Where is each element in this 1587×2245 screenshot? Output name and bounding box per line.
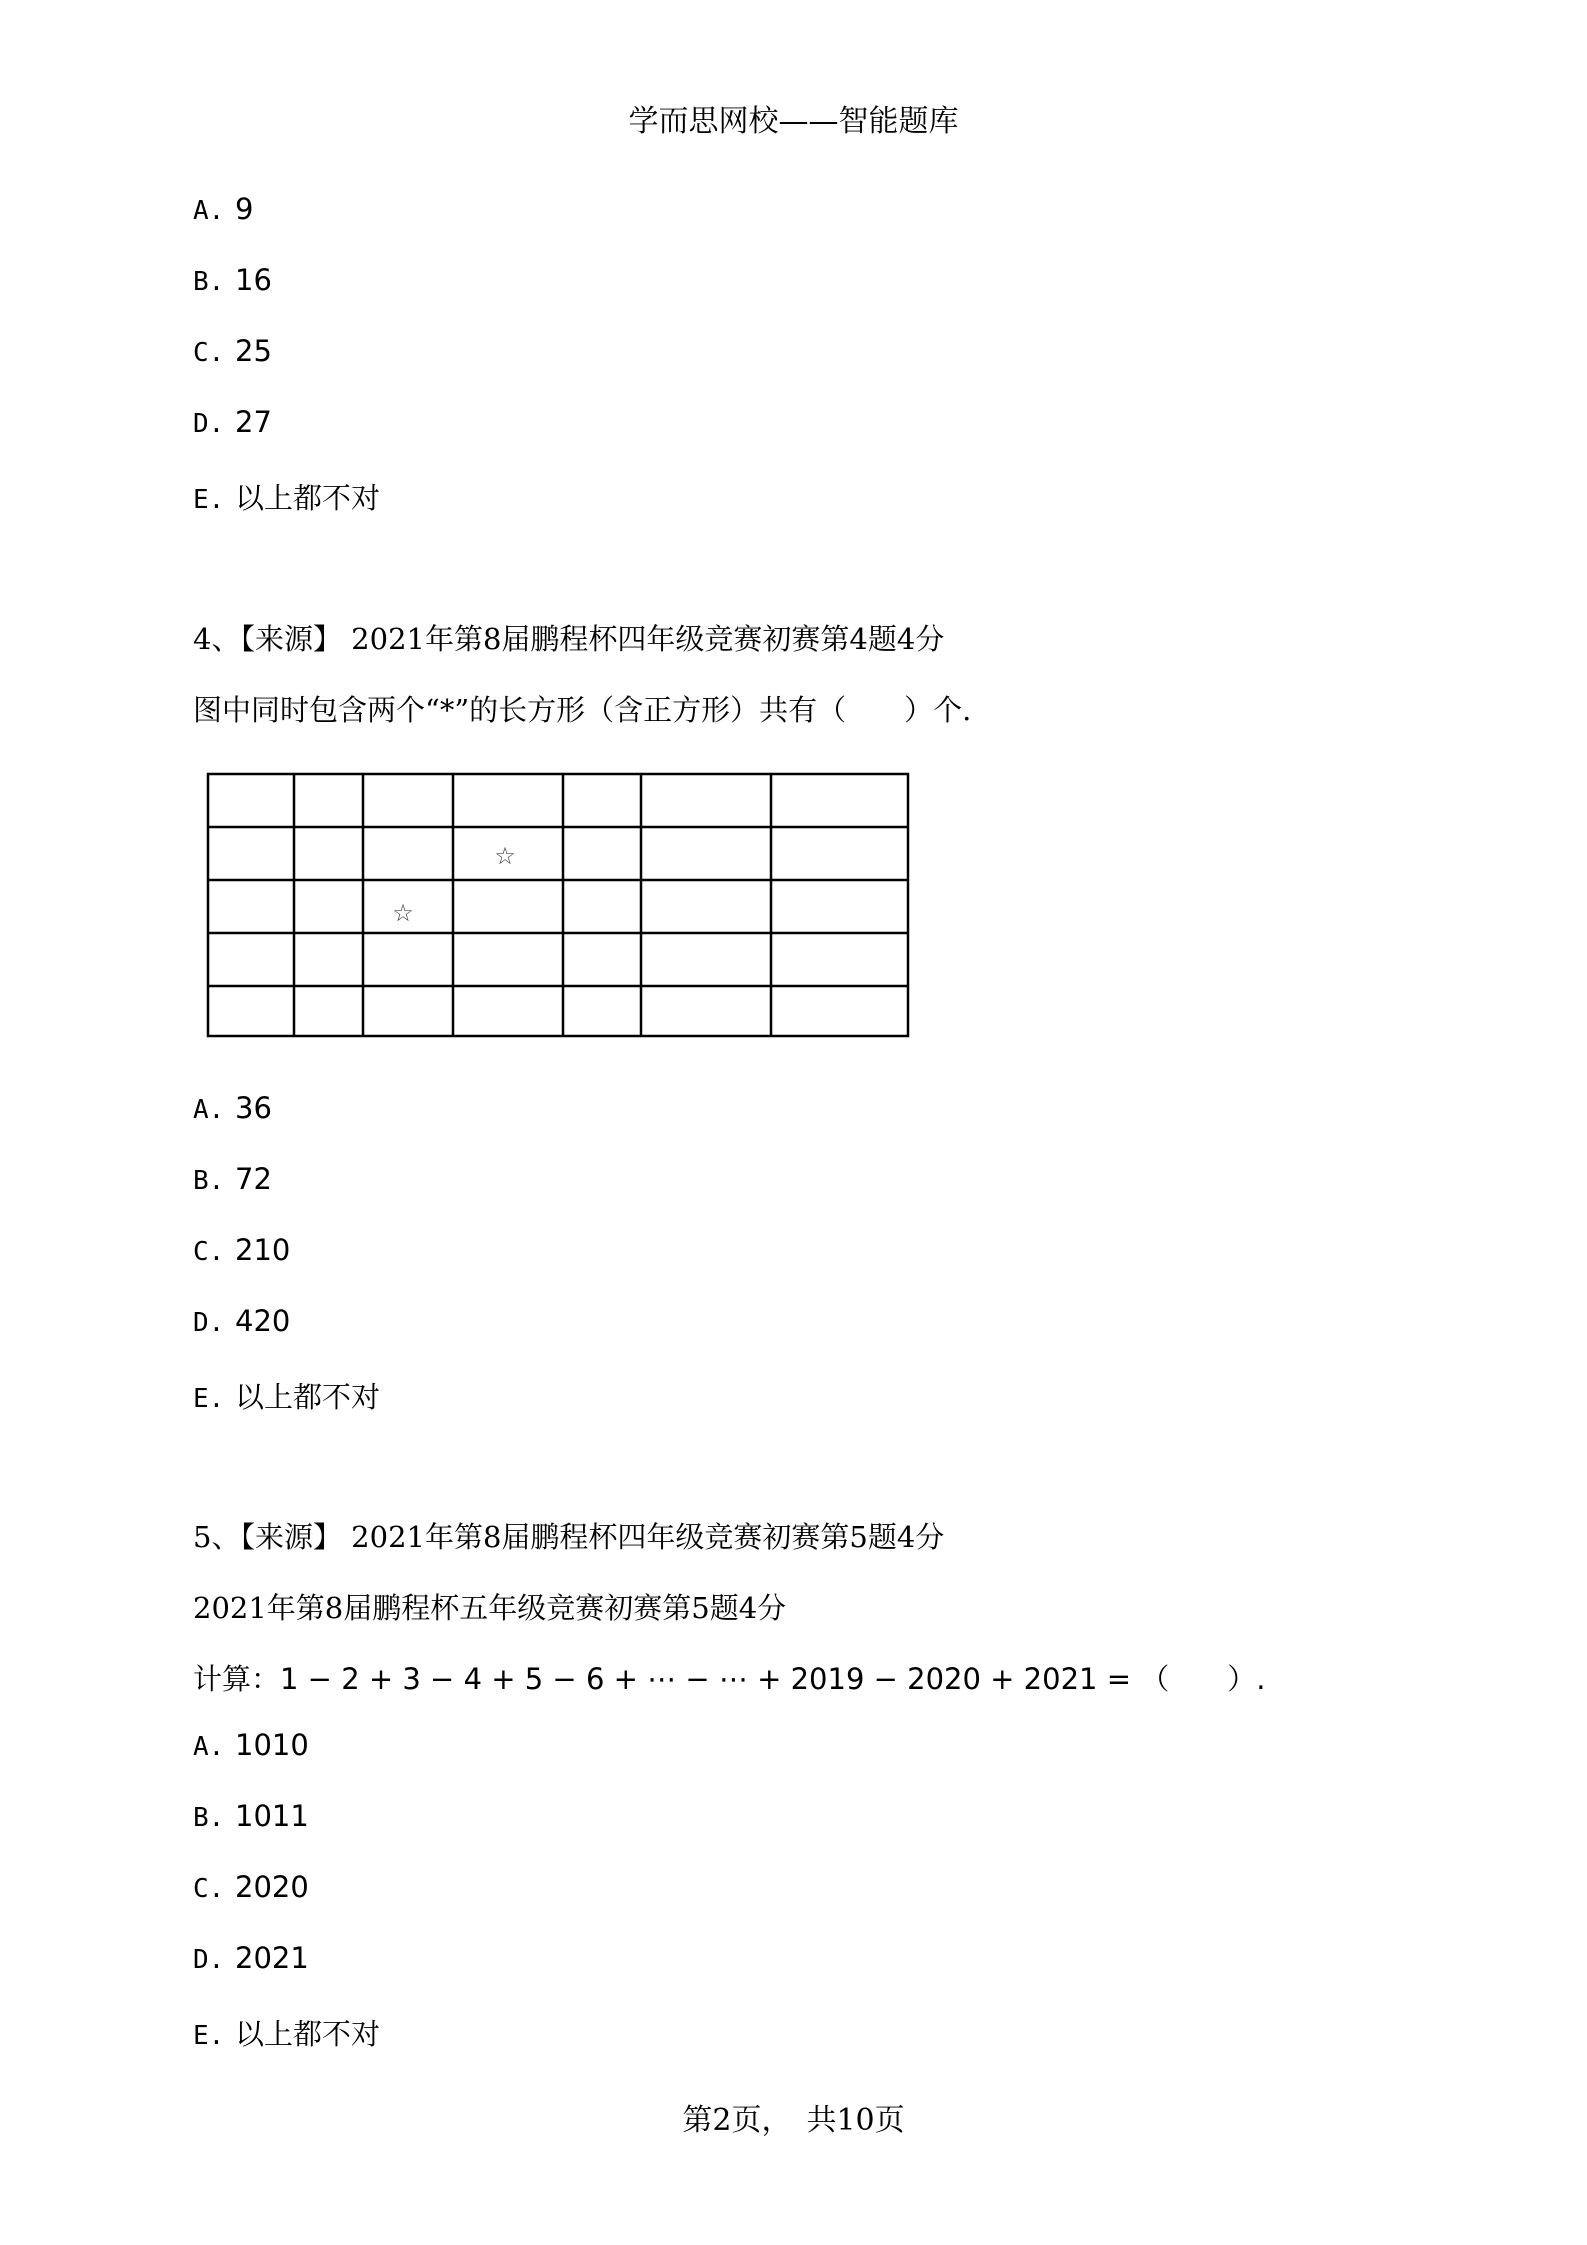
q4-option-a[interactable] — [193, 1091, 272, 1125]
q5-source: 5、【来源】 2021年第8届鹏程杯四年级竞赛初赛第5题4分 — [193, 1520, 945, 1554]
q3-option-c[interactable] — [193, 334, 272, 368]
page-footer: 第2页， 共10页 — [682, 2103, 905, 2138]
q3-option-b[interactable] — [193, 263, 272, 297]
option-value: 16 — [235, 263, 272, 297]
option-value: 1011 — [235, 1799, 309, 1833]
q4-grid-figure — [204, 770, 914, 1042]
q4-source: 4、【来源】 2021年第8届鹏程杯四年级竞赛初赛第4题4分 — [193, 622, 945, 656]
option-letter: D. — [193, 409, 225, 439]
option-value: 9 — [235, 192, 254, 226]
option-value: 以上都不对 — [235, 2017, 381, 2051]
grid-border — [208, 774, 908, 1036]
option-value: 2021 — [235, 1941, 309, 1975]
q5-source-secondary: 2021年第8届鹏程杯五年级竞赛初赛第5题4分 — [193, 1591, 787, 1625]
option-letter: E. — [193, 1384, 225, 1414]
q4-option-c[interactable] — [193, 1233, 290, 1267]
star-icon: ☆ — [494, 842, 516, 870]
option-letter: A. — [193, 1095, 225, 1125]
option-value: 72 — [235, 1162, 272, 1196]
q5-option-c[interactable] — [193, 1870, 309, 1904]
q5-option-b[interactable] — [193, 1799, 309, 1833]
option-letter: B. — [193, 1166, 225, 1196]
option-letter: E. — [193, 2021, 225, 2051]
q5-formula: 1 − 2 + 3 − 4 + 5 − 6 + ⋯ − ⋯ + 2019 − 2020 + 2021 = （ ）. — [280, 1662, 1266, 1696]
q3-option-e[interactable] — [193, 476, 380, 517]
option-value: 36 — [235, 1091, 272, 1125]
option-value: 420 — [235, 1304, 291, 1338]
option-value: 25 — [235, 334, 272, 368]
option-letter: C. — [193, 338, 225, 368]
q4-option-b[interactable] — [193, 1162, 272, 1196]
option-value: 2020 — [235, 1870, 309, 1904]
page-header: 学而思网校——智能题库 — [628, 104, 959, 139]
q3-option-a[interactable] — [193, 192, 253, 226]
q5-question — [193, 1657, 1265, 1698]
option-letter: A. — [193, 196, 225, 226]
option-letter: D. — [193, 1308, 225, 1338]
option-letter: B. — [193, 1803, 225, 1833]
q5-option-a[interactable] — [193, 1728, 309, 1762]
option-value: 以上都不对 — [235, 481, 381, 515]
option-value: 210 — [235, 1233, 291, 1267]
option-letter: D. — [193, 1945, 225, 1975]
option-letter: B. — [193, 267, 225, 297]
star-icon: ☆ — [392, 899, 414, 927]
option-value: 1010 — [235, 1728, 309, 1762]
q4-option-d[interactable] — [193, 1304, 290, 1338]
q5-option-e[interactable] — [193, 2012, 380, 2053]
q5-question-prefix: 计算： — [193, 1662, 281, 1696]
option-value: 27 — [235, 405, 272, 439]
q3-option-d[interactable] — [193, 405, 272, 439]
option-letter: A. — [193, 1732, 225, 1762]
option-value: 以上都不对 — [235, 1380, 381, 1414]
option-letter: C. — [193, 1237, 225, 1267]
q5-option-d[interactable] — [193, 1941, 309, 1975]
option-letter: C. — [193, 1874, 225, 1904]
q4-question: 图中同时包含两个“*”的长方形（含正方形）共有（ ）个. — [193, 693, 972, 727]
q4-option-e[interactable] — [193, 1375, 380, 1416]
option-letter: E. — [193, 485, 225, 515]
